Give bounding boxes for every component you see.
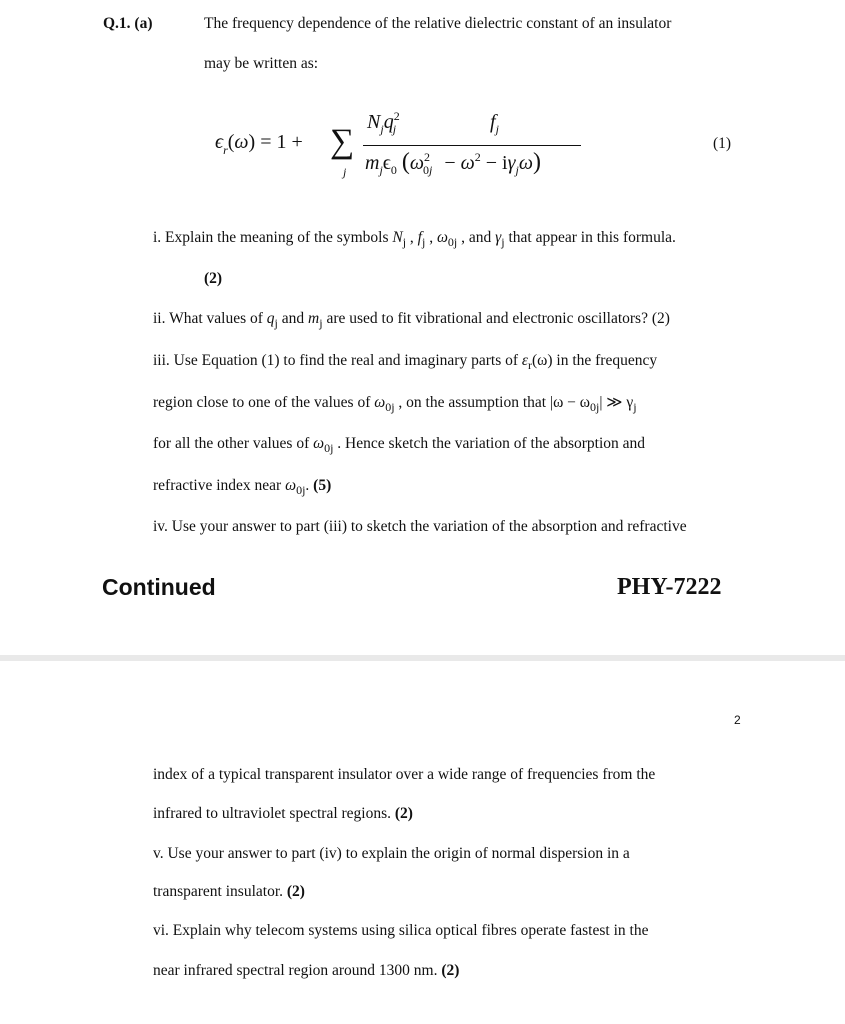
equation-number: (1) — [713, 135, 732, 152]
part-v-line-2: transparent insulator. (2) — [153, 883, 305, 900]
part-iii-line-1: iii. Use Equation (1) to find the real and imaginary parts of $\varepsilon_r(\omega)$ in the frequency — [153, 352, 658, 373]
part-iii-line-2: region close to one of the values of $\omega_{0j}$ , on the assumption that $|\omega - \omega_{0j}|$ ≫ $\gamma_j$ — [153, 394, 637, 415]
part-iv-line-1: iv. Use your answer to part (iii) to sketch the variation of the absorption and refractive — [153, 518, 687, 535]
part-iii-line-4: refractive index near $\omega_{0j}$. (5) — [153, 477, 332, 498]
part-v-line-1: v. Use your answer to part (iv) to explain the origin of normal dispersion in a — [153, 845, 630, 862]
question-label: Q.1. (a) — [103, 15, 153, 32]
dielectric-equation: $\epsilon_r(\omega) = 1$ + ∑ j $N_jq^2_j$ $f_j$ $m_j\epsilon_0$ $(\omega^2_{0j} - \omega^2 - i\gamma_j\omega)$ — [215, 105, 615, 190]
footer-course-code: PHY-7222 — [617, 574, 722, 600]
part-iv-line-3: infrared to ultraviolet spectral regions. (2) — [153, 805, 413, 822]
part-vi-line-2: near infrared spectral region around 1300 nm. (2) — [153, 962, 460, 979]
part-iv-line-2: index of a typical transparent insulator over a wide range of frequencies from the — [153, 766, 656, 783]
footer-continued: Continued — [102, 574, 216, 600]
part-i-line-1: i. Explain the meaning of the symbols $N_j$ , $f_j$ , $\omega_{0j}$ , and $\gamma_j$ that appear in this formula. — [153, 229, 676, 250]
part-iii-line-3: for all the other values of $\omega_{0j}$ . Hence sketch the variation of the absorption and — [153, 435, 646, 456]
part-ii-line: ii. What values of $q_j$ and $m_j$ are used to fit vibrational and electronic oscillators? (2) — [153, 310, 670, 331]
page-number: 2 — [734, 713, 741, 727]
intro-line-2: may be written as: — [204, 55, 319, 72]
part-i-marks: (2) — [204, 270, 223, 287]
part-vi-line-1: vi. Explain why telecom systems using silica optical fibres operate fastest in the — [153, 922, 649, 939]
page-separator — [0, 655, 845, 661]
intro-line-1: The frequency dependence of the relative dielectric constant of an insulator — [204, 15, 672, 32]
